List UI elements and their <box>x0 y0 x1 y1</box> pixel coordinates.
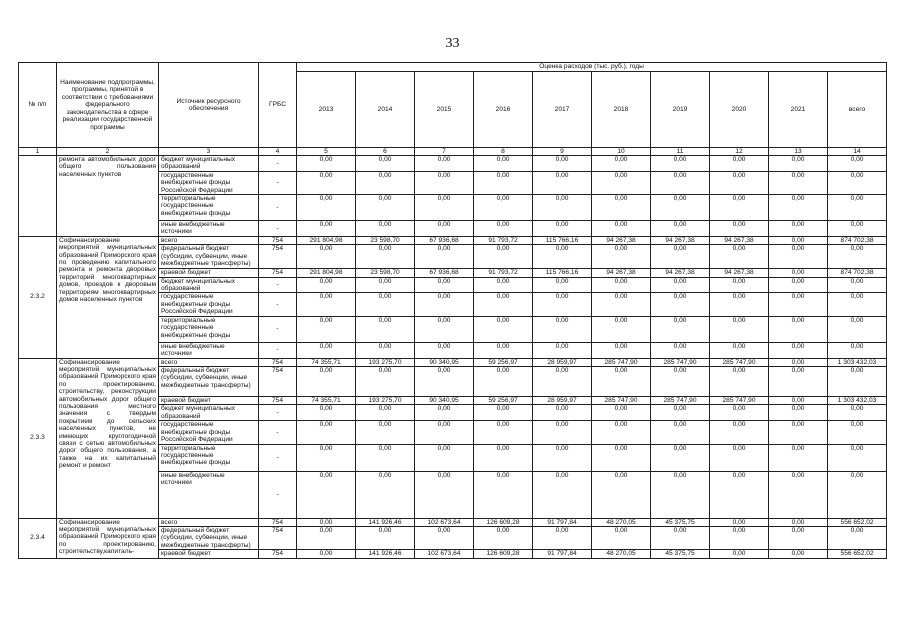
value-cell: 0,00 <box>297 221 356 237</box>
value-cell: 0,00 <box>592 277 651 293</box>
value-cell: 0,00 <box>651 405 710 421</box>
value-cell: 0,00 <box>356 421 415 444</box>
grbs-cell: 754 <box>259 526 297 549</box>
value-cell: 0,00 <box>356 293 415 316</box>
value-cell: 0,00 <box>710 518 769 526</box>
value-cell: 23 598,70 <box>356 269 415 277</box>
value-cell: 0,00 <box>533 421 592 444</box>
value-cell: 0,00 <box>356 195 415 221</box>
value-cell: 0,00 <box>769 221 828 237</box>
value-cell: 74 355,71 <box>297 358 356 366</box>
value-cell: 0,00 <box>533 156 592 172</box>
grbs-cell: - <box>259 421 297 444</box>
value-cell: 0,00 <box>356 471 415 518</box>
value-cell: 0,00 <box>651 277 710 293</box>
value-cell: 285 747,90 <box>651 396 710 404</box>
value-cell: 285 747,90 <box>710 396 769 404</box>
table-row <box>19 518 887 526</box>
value-cell: 0,00 <box>474 221 533 237</box>
value-cell: 0,00 <box>710 156 769 172</box>
value-cell: 0,00 <box>297 518 356 526</box>
column-number: 2 <box>57 148 159 156</box>
value-cell: 126 609,28 <box>474 550 533 558</box>
grbs-cell: - <box>259 444 297 471</box>
value-cell: 0,00 <box>356 277 415 293</box>
grbs-cell: - <box>259 156 297 172</box>
source-cell: всего <box>159 518 259 526</box>
value-cell: 0,00 <box>828 195 887 221</box>
value-cell: 0,00 <box>710 245 769 269</box>
value-cell: 115 766,16 <box>533 236 592 244</box>
value-cell: 94 267,38 <box>592 269 651 277</box>
value-cell: 1 303 432,03 <box>828 396 887 404</box>
value-cell: 67 936,68 <box>415 269 474 277</box>
source-cell: всего <box>159 236 259 244</box>
value-cell: 0,00 <box>415 156 474 172</box>
value-cell: 0,00 <box>415 421 474 444</box>
value-cell: 0,00 <box>828 245 887 269</box>
source-cell: краевой бюджет <box>159 550 259 558</box>
column-number: 9 <box>533 148 592 156</box>
grbs-cell: - <box>259 195 297 221</box>
value-cell: 1 303 432,03 <box>828 358 887 366</box>
row-number: 2.3.3 <box>19 358 57 518</box>
year-header: 2019 <box>651 72 710 148</box>
value-cell: 45 375,75 <box>651 550 710 558</box>
col-num-header: № п/п <box>19 63 57 148</box>
source-cell: бюджет муниципальных образований <box>159 277 259 293</box>
value-cell: 0,00 <box>533 277 592 293</box>
value-cell: 0,00 <box>415 366 474 396</box>
value-cell: 285 747,90 <box>710 358 769 366</box>
year-header: 2021 <box>769 72 828 148</box>
value-cell: 0,00 <box>592 444 651 471</box>
value-cell: 0,00 <box>415 293 474 316</box>
value-cell: 0,00 <box>828 471 887 518</box>
value-cell: 0,00 <box>769 156 828 172</box>
program-name: ремонта автомобильных дорог общего пользования населенных пунктов <box>57 156 159 237</box>
value-cell: 0,00 <box>651 221 710 237</box>
grbs-cell: - <box>259 171 297 194</box>
value-cell: 0,00 <box>297 156 356 172</box>
value-cell: 59 256,97 <box>474 358 533 366</box>
value-cell: 0,00 <box>651 156 710 172</box>
table-body <box>19 156 887 559</box>
value-cell: 0,00 <box>474 195 533 221</box>
grbs-cell: 754 <box>259 245 297 269</box>
value-cell: 0,00 <box>592 316 651 342</box>
value-cell: 0,00 <box>651 526 710 549</box>
row-number: 2.3.4 <box>19 518 57 558</box>
value-cell: 0,00 <box>533 316 592 342</box>
value-cell: 94 267,38 <box>710 236 769 244</box>
value-cell: 0,00 <box>356 444 415 471</box>
value-cell: 0,00 <box>769 421 828 444</box>
value-cell: 0,00 <box>769 358 828 366</box>
column-number: 4 <box>259 148 297 156</box>
value-cell: 0,00 <box>533 471 592 518</box>
source-cell: всего <box>159 358 259 366</box>
column-number: 3 <box>159 148 259 156</box>
value-cell: 94 267,38 <box>651 269 710 277</box>
value-cell: 0,00 <box>533 342 592 358</box>
row-number: 2.3.2 <box>19 236 57 358</box>
value-cell: 0,00 <box>533 526 592 549</box>
source-cell: государственные внебюджетные фонды Российской Федерации <box>159 421 259 444</box>
value-cell: 0,00 <box>297 550 356 558</box>
value-cell: 0,00 <box>592 221 651 237</box>
value-cell: 0,00 <box>356 526 415 549</box>
value-cell: 0,00 <box>415 526 474 549</box>
value-cell: 0,00 <box>356 366 415 396</box>
value-cell: 0,00 <box>474 316 533 342</box>
value-cell: 0,00 <box>769 526 828 549</box>
value-cell: 0,00 <box>769 444 828 471</box>
value-cell: 0,00 <box>828 366 887 396</box>
grbs-cell: - <box>259 293 297 316</box>
value-cell: 0,00 <box>297 277 356 293</box>
value-cell: 48 270,05 <box>592 550 651 558</box>
table-row <box>19 358 887 366</box>
value-cell: 0,00 <box>828 342 887 358</box>
value-cell: 91 797,84 <box>533 550 592 558</box>
grbs-cell: - <box>259 277 297 293</box>
value-cell: 91 797,84 <box>533 518 592 526</box>
value-cell: 0,00 <box>710 444 769 471</box>
page-number: 33 <box>445 36 460 51</box>
grbs-cell: 754 <box>259 396 297 404</box>
value-cell: 0,00 <box>769 550 828 558</box>
value-cell: 74 355,71 <box>297 396 356 404</box>
source-cell: федеральный бюджет (субсидии, субвенции, иные межбюджетные трансферты) <box>159 526 259 549</box>
value-cell: 0,00 <box>710 316 769 342</box>
source-cell: государственные внебюджетные фонды Российской Федерации <box>159 171 259 194</box>
value-cell: 0,00 <box>533 195 592 221</box>
value-cell: 285 747,90 <box>592 396 651 404</box>
grbs-cell: 754 <box>259 236 297 244</box>
value-cell: 141 926,46 <box>356 550 415 558</box>
value-cell: 0,00 <box>769 518 828 526</box>
value-cell: 0,00 <box>415 405 474 421</box>
value-cell: 0,00 <box>592 405 651 421</box>
value-cell: 0,00 <box>592 245 651 269</box>
value-cell: 0,00 <box>710 221 769 237</box>
col-grbs-header: ГРБС <box>259 63 297 148</box>
value-cell: 94 267,38 <box>710 269 769 277</box>
year-header: 2015 <box>415 72 474 148</box>
grbs-cell: - <box>259 342 297 358</box>
year-header: 2017 <box>533 72 592 148</box>
value-cell: 0,00 <box>533 405 592 421</box>
value-cell: 94 267,38 <box>651 236 710 244</box>
grbs-cell: - <box>259 221 297 237</box>
value-cell: 0,00 <box>356 342 415 358</box>
value-cell: 0,00 <box>769 366 828 396</box>
value-cell: 0,00 <box>356 245 415 269</box>
value-cell: 0,00 <box>828 171 887 194</box>
value-cell: 0,00 <box>651 316 710 342</box>
value-cell: 556 652,02 <box>828 518 887 526</box>
grbs-cell: 754 <box>259 366 297 396</box>
table-row <box>19 236 887 244</box>
value-cell: 0,00 <box>415 171 474 194</box>
column-number: 10 <box>592 148 651 156</box>
column-number: 13 <box>769 148 828 156</box>
source-cell: федеральный бюджет (субсидии, субвенции, иные межбюджетные трансферты) <box>159 366 259 396</box>
value-cell: 0,00 <box>592 342 651 358</box>
value-cell: 0,00 <box>651 342 710 358</box>
grbs-cell: 754 <box>259 358 297 366</box>
value-cell: 193 275,70 <box>356 358 415 366</box>
value-cell: 67 936,68 <box>415 236 474 244</box>
value-cell: 0,00 <box>769 342 828 358</box>
value-cell: 0,00 <box>415 245 474 269</box>
grbs-cell: 754 <box>259 518 297 526</box>
value-cell: 0,00 <box>710 471 769 518</box>
value-cell: 0,00 <box>533 366 592 396</box>
value-cell: 0,00 <box>356 405 415 421</box>
value-cell: 0,00 <box>533 293 592 316</box>
value-cell: 0,00 <box>356 221 415 237</box>
source-cell: бюджет муниципальных образований <box>159 405 259 421</box>
value-cell: 0,00 <box>769 277 828 293</box>
year-header: всего <box>828 72 887 148</box>
source-cell: федеральный бюджет (субсидии, субвенции, иные межбюджетные трансферты) <box>159 245 259 269</box>
value-cell: 0,00 <box>828 405 887 421</box>
value-cell: 556 652,02 <box>828 550 887 558</box>
budget-table <box>18 62 887 559</box>
estimate-header: Оценка расходов (тыс. руб.), годы <box>297 63 887 72</box>
value-cell: 0,00 <box>297 342 356 358</box>
value-cell: 23 598,70 <box>356 236 415 244</box>
value-cell: 0,00 <box>474 444 533 471</box>
value-cell: 28 959,97 <box>533 358 592 366</box>
row-number <box>19 156 57 237</box>
value-cell: 0,00 <box>592 526 651 549</box>
value-cell: 0,00 <box>651 195 710 221</box>
value-cell: 0,00 <box>592 195 651 221</box>
value-cell: 141 926,46 <box>356 518 415 526</box>
value-cell: 0,00 <box>592 171 651 194</box>
value-cell: 291 804,98 <box>297 236 356 244</box>
value-cell: 0,00 <box>651 471 710 518</box>
value-cell: 0,00 <box>828 444 887 471</box>
value-cell: 48 270,05 <box>592 518 651 526</box>
value-cell: 0,00 <box>297 405 356 421</box>
value-cell: 0,00 <box>651 444 710 471</box>
value-cell: 102 673,64 <box>415 518 474 526</box>
value-cell: 0,00 <box>710 293 769 316</box>
value-cell: 0,00 <box>769 471 828 518</box>
value-cell: 0,00 <box>356 171 415 194</box>
value-cell: 0,00 <box>769 293 828 316</box>
value-cell: 126 609,28 <box>474 518 533 526</box>
value-cell: 0,00 <box>828 156 887 172</box>
column-number: 11 <box>651 148 710 156</box>
source-cell: иные внебюджетные источники <box>159 342 259 358</box>
value-cell: 0,00 <box>474 366 533 396</box>
value-cell: 0,00 <box>415 444 474 471</box>
program-name: Софинансирование мероприятий муниципальных образований Приморского края по проведению капитального ремонта и ремонта дворовых территорий многоквартирных домов, проездов к дворовым территориям многоквартирных домов населенных пунктов <box>57 236 159 358</box>
value-cell: 285 747,90 <box>592 358 651 366</box>
value-cell: 0,00 <box>474 277 533 293</box>
year-header: 2018 <box>592 72 651 148</box>
value-cell: 115 766,16 <box>533 269 592 277</box>
value-cell: 0,00 <box>356 316 415 342</box>
value-cell: 0,00 <box>710 195 769 221</box>
year-header: 2016 <box>474 72 533 148</box>
value-cell: 0,00 <box>769 236 828 244</box>
value-cell: 0,00 <box>474 293 533 316</box>
source-cell: иные внебюджетные источники <box>159 471 259 518</box>
value-cell: 0,00 <box>297 421 356 444</box>
value-cell: 0,00 <box>474 405 533 421</box>
value-cell: 0,00 <box>415 195 474 221</box>
value-cell: 0,00 <box>297 171 356 194</box>
table-row <box>19 156 887 172</box>
value-cell: 0,00 <box>533 221 592 237</box>
source-cell: территориальные государственные внебюджетные фонды <box>159 195 259 221</box>
value-cell: 0,00 <box>356 156 415 172</box>
program-name: Софинансирование мероприятий муниципальных образований Приморского края по проектированию, строительству, реконструкции автомобильных дорог общего пользования местного значения с твердым покрытием до сельских населенных пунктов, не имеющих круглогодичной связи с сетью автомобильных дорог общего пользования, а также на их капитальный ремонт и ремонт <box>57 358 159 518</box>
value-cell: 0,00 <box>592 293 651 316</box>
source-cell: территориальные государственные внебюджетные фонды <box>159 316 259 342</box>
value-cell: 291 804,98 <box>297 269 356 277</box>
value-cell: 0,00 <box>828 526 887 549</box>
grbs-cell: - <box>259 405 297 421</box>
value-cell: 0,00 <box>769 316 828 342</box>
column-number: 12 <box>710 148 769 156</box>
value-cell: 0,00 <box>710 342 769 358</box>
value-cell: 0,00 <box>297 471 356 518</box>
column-number: 14 <box>828 148 887 156</box>
value-cell: 0,00 <box>297 316 356 342</box>
value-cell: 0,00 <box>415 471 474 518</box>
value-cell: 0,00 <box>474 421 533 444</box>
value-cell: 0,00 <box>828 277 887 293</box>
value-cell: 285 747,90 <box>651 358 710 366</box>
value-cell: 90 340,95 <box>415 396 474 404</box>
value-cell: 90 340,95 <box>415 358 474 366</box>
value-cell: 0,00 <box>710 366 769 396</box>
value-cell: 0,00 <box>769 245 828 269</box>
value-cell: 0,00 <box>651 421 710 444</box>
value-cell: 0,00 <box>415 221 474 237</box>
value-cell: 0,00 <box>474 342 533 358</box>
value-cell: 0,00 <box>769 269 828 277</box>
value-cell: 0,00 <box>474 471 533 518</box>
value-cell: 0,00 <box>592 471 651 518</box>
column-number: 5 <box>297 148 356 156</box>
value-cell: 0,00 <box>474 245 533 269</box>
value-cell: 0,00 <box>297 444 356 471</box>
value-cell: 874 702,38 <box>828 269 887 277</box>
value-cell: 0,00 <box>297 195 356 221</box>
year-header: 2014 <box>356 72 415 148</box>
column-number-row <box>19 148 887 156</box>
value-cell: 0,00 <box>828 316 887 342</box>
value-cell: 102 673,64 <box>415 550 474 558</box>
year-header: 2013 <box>297 72 356 148</box>
year-header: 2020 <box>710 72 769 148</box>
grbs-cell: 754 <box>259 550 297 558</box>
value-cell: 0,00 <box>769 396 828 404</box>
value-cell: 0,00 <box>533 171 592 194</box>
value-cell: 28 959,97 <box>533 396 592 404</box>
value-cell: 0,00 <box>769 171 828 194</box>
column-number: 8 <box>474 148 533 156</box>
source-cell: территориальные государственные внебюджетные фонды <box>159 444 259 471</box>
value-cell: 0,00 <box>297 245 356 269</box>
value-cell: 193 275,70 <box>356 396 415 404</box>
grbs-cell: - <box>259 471 297 518</box>
value-cell: 0,00 <box>828 221 887 237</box>
value-cell: 0,00 <box>710 405 769 421</box>
value-cell: 0,00 <box>710 421 769 444</box>
source-cell: краевой бюджет <box>159 269 259 277</box>
value-cell: 94 267,38 <box>592 236 651 244</box>
value-cell: 0,00 <box>769 405 828 421</box>
value-cell: 0,00 <box>415 277 474 293</box>
value-cell: 0,00 <box>415 316 474 342</box>
value-cell: 59 256,97 <box>474 396 533 404</box>
value-cell: 874 702,38 <box>828 236 887 244</box>
value-cell: 0,00 <box>474 526 533 549</box>
value-cell: 0,00 <box>710 526 769 549</box>
value-cell: 91 793,72 <box>474 269 533 277</box>
value-cell: 0,00 <box>474 171 533 194</box>
value-cell: 0,00 <box>828 293 887 316</box>
value-cell: 0,00 <box>592 156 651 172</box>
source-cell: краевой бюджет <box>159 396 259 404</box>
value-cell: 91 793,72 <box>474 236 533 244</box>
value-cell: 0,00 <box>710 550 769 558</box>
column-number: 1 <box>19 148 57 156</box>
source-cell: иные внебюджетные источники <box>159 221 259 237</box>
value-cell: 0,00 <box>710 171 769 194</box>
col-source-header: Источник ресурсного обеспечения <box>159 63 259 148</box>
column-number: 7 <box>415 148 474 156</box>
value-cell: 0,00 <box>828 421 887 444</box>
value-cell: 0,00 <box>769 195 828 221</box>
value-cell: 0,00 <box>592 366 651 396</box>
source-cell: бюджет муниципальных образований <box>159 156 259 172</box>
value-cell: 0,00 <box>592 421 651 444</box>
value-cell: 45 375,75 <box>651 518 710 526</box>
value-cell: 0,00 <box>415 342 474 358</box>
program-name: Софинансирование мероприятий муниципальных образований Приморского края по проектированию, строительству,капиталь- <box>57 518 159 558</box>
col-name-header: Наименование подпрограммы, программы, принятой в соответствии с требованиями федерального законодательства в сфере реализации государственной программы <box>57 63 159 148</box>
table-header <box>19 63 887 156</box>
value-cell: 0,00 <box>474 156 533 172</box>
value-cell: 0,00 <box>651 171 710 194</box>
grbs-cell: - <box>259 316 297 342</box>
source-cell: государственные внебюджетные фонды Российской Федерации <box>159 293 259 316</box>
value-cell: 0,00 <box>710 277 769 293</box>
value-cell: 0,00 <box>297 293 356 316</box>
value-cell: 0,00 <box>651 293 710 316</box>
grbs-cell: 754 <box>259 269 297 277</box>
value-cell: 0,00 <box>533 245 592 269</box>
value-cell: 0,00 <box>651 245 710 269</box>
value-cell: 0,00 <box>297 366 356 396</box>
value-cell: 0,00 <box>297 526 356 549</box>
value-cell: 0,00 <box>533 444 592 471</box>
value-cell: 0,00 <box>651 366 710 396</box>
column-number: 6 <box>356 148 415 156</box>
